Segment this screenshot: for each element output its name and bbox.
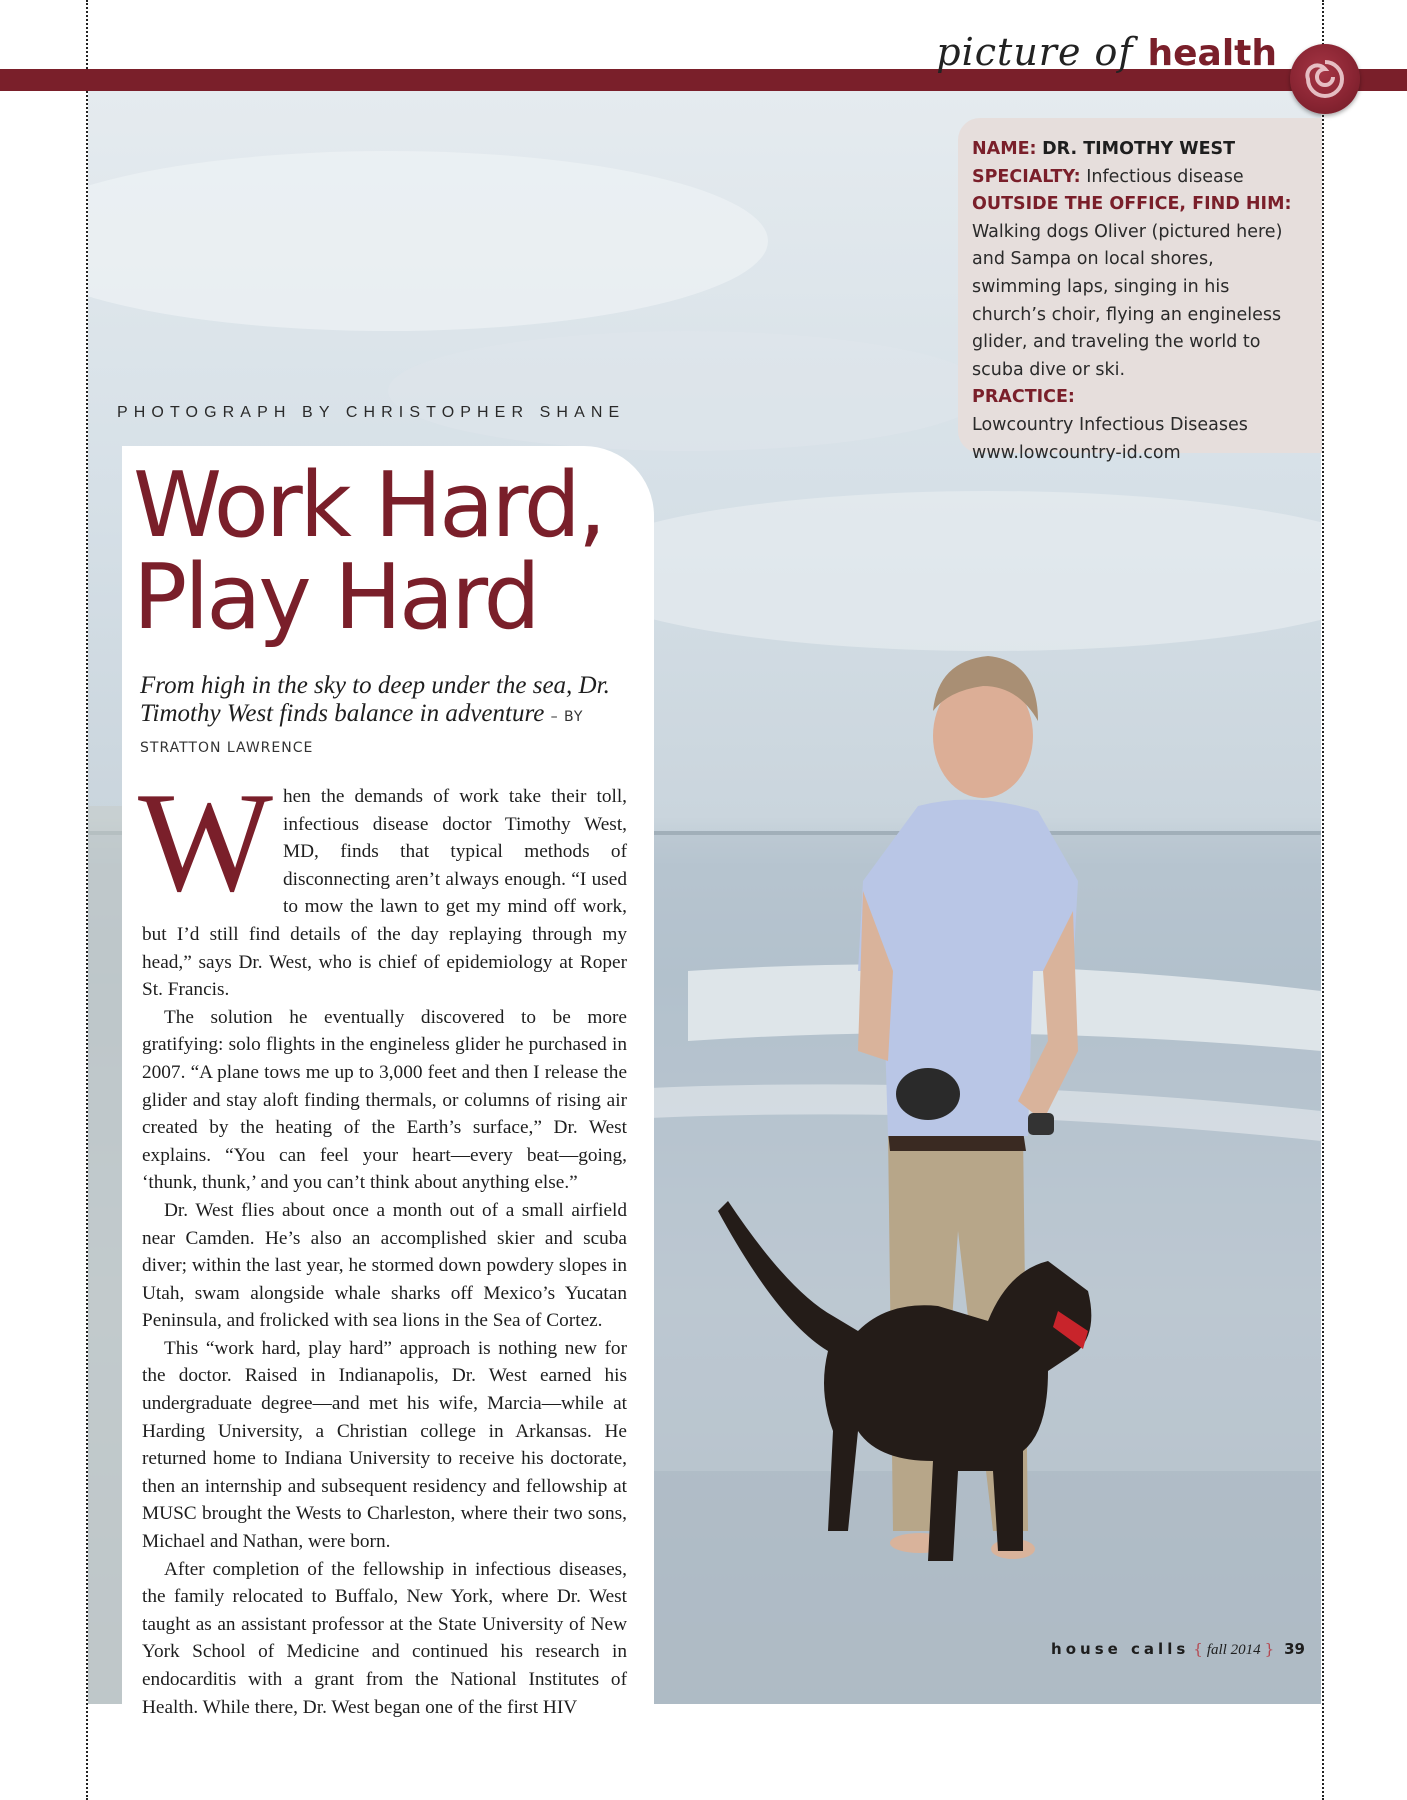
outside-office-label: OUTSIDE THE OFFICE, FIND HIM:: [972, 194, 1292, 215]
section-label: [936, 18, 1277, 74]
paragraph-1-text: hen the demands of work take their toll, infectious disease doctor Timothy West, MD, finds that typical methods of disconnecting aren’t always enough. “I used to mow the lawn to get my mind off work, but I’d still find details of the day replaying through my head,” says Dr. West, who is chief of epidemiology at Roper St. Francis.: [142, 786, 627, 1001]
practice-name: Lowcountry Infectious Diseases: [972, 414, 1248, 435]
article-body: [138, 763, 627, 1721]
brace-open: {: [1193, 1640, 1203, 1658]
drop-cap: W: [138, 763, 273, 921]
paragraph-4: This “work hard, play hard” approach is nothing new for the doctor. Raised in Indianapolis, Dr. West earned his undergraduate degree—and met his wife, Marcia—while at Harding University, a Christian college in Arkansas. He returned home to Indiana University to receive his doctorate, then an internship and subsequent residency and fellowship at MUSC brought the Wests to Charleston, where their two sons, Michael and Nathan, were born.: [142, 1337, 627, 1553]
paragraph-1: [138, 763, 627, 1004]
practice-label: PRACTICE:: [972, 387, 1075, 408]
outside-office-value: Walking dogs Oliver (pictured here) and Sampa on local shores, swimming laps, singing in his church’s choir, flying an engineless glider, and traveling the world to scuba dive or ski.: [972, 221, 1283, 380]
page-folio: [1051, 1640, 1305, 1659]
section-word-text: health: [1147, 33, 1277, 74]
specialty-value: Infectious disease: [1086, 166, 1244, 187]
headline-line-1: Work Hard,: [133, 453, 604, 558]
section-script-text: picture of: [936, 30, 1134, 74]
swirl-logo-icon: [1290, 44, 1360, 114]
brace-close: }: [1264, 1640, 1275, 1658]
magazine-name: house calls: [1051, 1640, 1190, 1658]
name-value: DR. TIMOTHY WEST: [1042, 139, 1236, 159]
page-number: 39: [1284, 1640, 1305, 1658]
issue-name: fall 2014: [1206, 1642, 1261, 1658]
article-deck: [140, 672, 660, 763]
name-label: NAME:: [972, 139, 1037, 159]
specialty-label: SPECIALTY:: [972, 166, 1081, 187]
paragraph-5: After completion of the fellowship in infectious diseases, the family relocated to Buffalo, New York, where Dr. West taught as an assistant professor at the State University of New York School of Medicine and continued his research in endocarditis with a grant from the National Institutes of Health. While there, Dr. West began one of the first HIV: [142, 1558, 627, 1718]
photo-credit: PHOTOGRAPH BY CHRISTOPHER SHANE: [117, 404, 626, 421]
byline: – BY STRATTON LAWRENCE: [140, 708, 584, 756]
headline: [133, 453, 604, 650]
practice-url[interactable]: www.lowcountry-id.com: [972, 442, 1181, 463]
doctor-info-box: [958, 118, 1322, 463]
deck-text: From high in the sky to deep under the sea, Dr. Timothy West finds balance in adventure: [140, 672, 610, 727]
headline-line-2: Play Hard: [133, 545, 538, 650]
right-margin-dotted-rule: [1322, 0, 1324, 1800]
paragraph-3: Dr. West flies about once a month out of a small airfield near Camden. He’s also an accomplished skier and scuba diver; within the last year, he stormed down powdery slopes in Utah, swam alongside whale sharks off Mexico’s Yucatan Peninsula, and frolicked with sea lions in the Sea of Cortez.: [142, 1199, 627, 1332]
paragraph-2: The solution he eventually discovered to be more gratifying: solo flights in the engineless glider he purchased in 2007. “A plane tows me up to 3,000 feet and then I release the glider and stay aloft finding thermals, or columns of rising air created by the heating of the Earth’s surface,” Dr. West explains. “You can feel your heart—every beat—going, ‘thunk, thunk,’ and you can’t think about anything else.”: [142, 1006, 627, 1194]
